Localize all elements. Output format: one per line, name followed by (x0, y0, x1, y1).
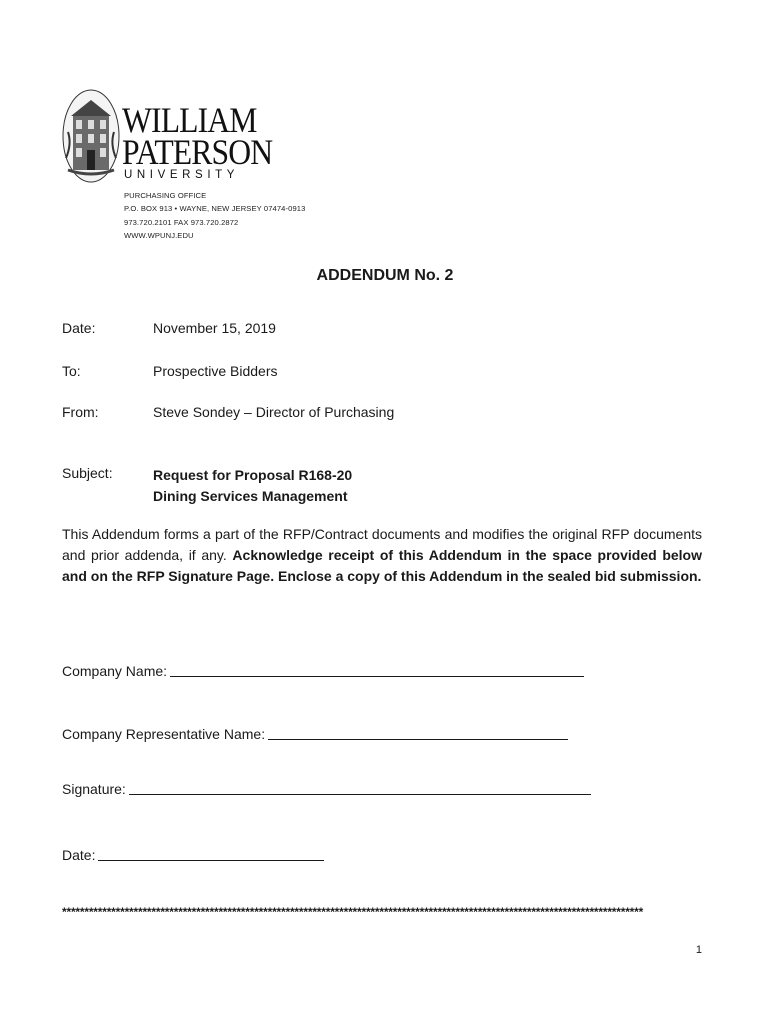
office-line: P.O. BOX 913 • WAYNE, NEW JERSEY 07474-0913 (124, 204, 306, 214)
signature-line[interactable] (129, 780, 591, 795)
company-name-line[interactable] (170, 662, 584, 677)
signature-label: Signature: (62, 781, 126, 797)
date-label: Date: (62, 320, 96, 336)
page-number: 1 (695, 944, 702, 956)
company-rep-field[interactable] (62, 725, 568, 742)
subject-line2: Dining Services Management (153, 488, 348, 504)
wordmark-line1: WILLIAM (122, 100, 257, 140)
company-rep-label: Company Representative Name: (62, 726, 266, 742)
to-label: To: (62, 363, 81, 379)
from-label: From: (62, 404, 99, 420)
document-title: ADDENDUM No. 2 (316, 267, 454, 284)
separator-asterisks: ********************************************************************************************************************************** (62, 905, 644, 919)
body-bold-text: Acknowledge receipt of this Addendum in the space provided below and on the RFP Signature Page. Enclose a copy of this Addendum in the sealed bid submission. (62, 547, 702, 584)
office-address-block (124, 189, 305, 243)
signature-field[interactable] (62, 780, 591, 797)
company-rep-line[interactable] (268, 725, 568, 740)
date-value: November 15, 2019 (153, 320, 276, 336)
subject-value (153, 465, 352, 507)
date-sign-label: Date: (62, 847, 96, 863)
body-plain-text: This Addendum forms a part of the RFP/Contract documents and modifies the original RFP documents and prior addenda, if any. (62, 526, 702, 563)
date-sign-line[interactable] (98, 846, 324, 861)
subject-line1: Request for Proposal R168-20 (153, 467, 353, 483)
date-sign-field[interactable] (62, 846, 324, 863)
addendum-body-paragraph (62, 524, 702, 587)
wordmark-subtitle: UNIVERSITY (124, 169, 240, 181)
wordmark-line2: PATERSON (122, 132, 273, 172)
office-line: WWW.WPUNJ.EDU (124, 231, 194, 241)
company-name-field[interactable] (62, 662, 584, 679)
subject-label: Subject: (62, 465, 113, 481)
university-wordmark (122, 100, 293, 181)
to-value: Prospective Bidders (153, 363, 278, 379)
from-value: Steve Sondey – Director of Purchasing (153, 404, 395, 420)
office-line: PURCHASING OFFICE (124, 191, 207, 200)
university-seal-logo (62, 88, 120, 184)
company-name-label: Company Name: (62, 663, 168, 679)
office-line: 973.720.2101 FAX 973.720.2872 (124, 217, 239, 227)
